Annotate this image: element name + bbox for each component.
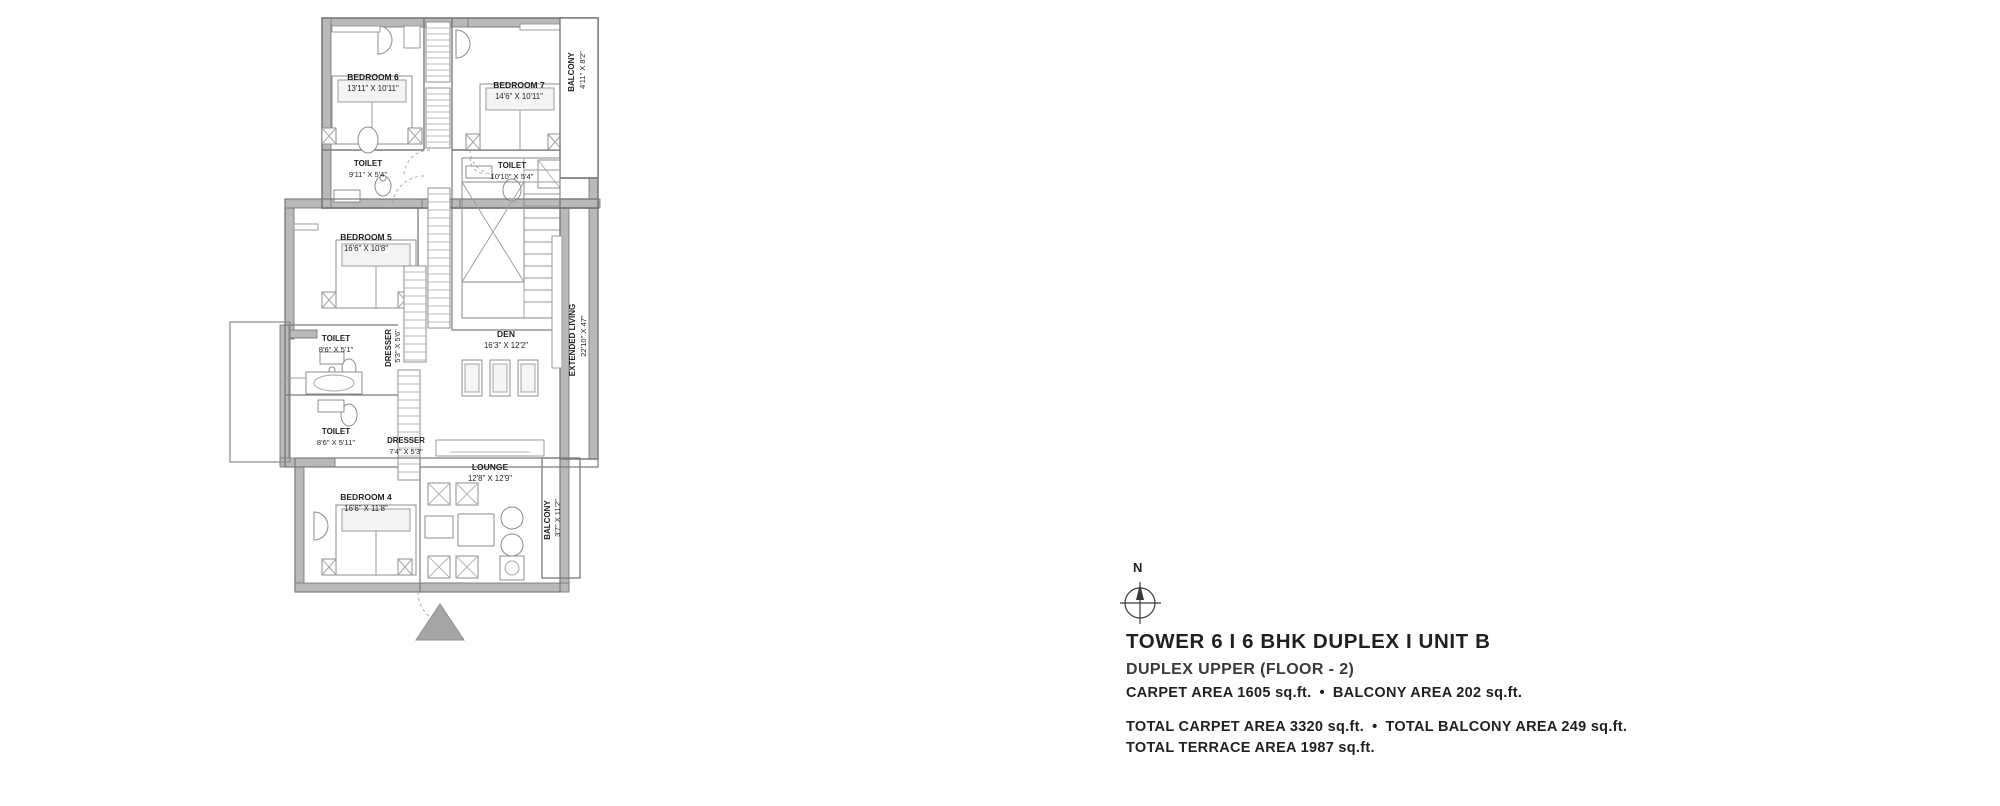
room-label-toilet-2: TOILET bbox=[497, 161, 527, 170]
room-label-bedroom7: BEDROOM 7 bbox=[493, 80, 545, 90]
room-label-toilet-4: TOILET bbox=[321, 427, 351, 436]
room-label-dresser-1: DRESSER bbox=[384, 329, 393, 367]
room-dims-lounge: 12'8" X 12'9" bbox=[467, 474, 513, 483]
room-dims-bedroom7: 14'6" X 10'11" bbox=[495, 92, 543, 101]
room-dims-dresser-1: 5'3" X 5'6" bbox=[393, 329, 402, 363]
room-label-den: DEN bbox=[497, 329, 515, 339]
unit-info-block bbox=[1126, 630, 1826, 761]
compass-icon bbox=[1120, 560, 1190, 640]
total-carpet-area-value: TOTAL CARPET AREA 3320 sq.ft. bbox=[1126, 719, 1365, 735]
balcony-area-value: BALCONY AREA 202 sq.ft. bbox=[1332, 685, 1523, 701]
room-dims-toilet-3: 8'6" X 5'1" bbox=[318, 345, 354, 354]
room-label-extended-living: EXTENDED LIVING bbox=[568, 303, 577, 377]
room-dims-bedroom4: 16'6" X 11'8" bbox=[344, 504, 388, 513]
room-dims-den: 16'3" X 12'2" bbox=[483, 341, 529, 350]
room-dims-balcony-top: 4'11" X 8'2" bbox=[578, 51, 587, 89]
room-label-balcony-top: BALCONY bbox=[567, 52, 576, 92]
area-separator-2: • bbox=[1372, 719, 1378, 735]
unit-areas-line bbox=[1126, 685, 1826, 701]
room-label-bedroom6: BEDROOM 6 bbox=[347, 72, 399, 82]
compass-rose bbox=[1120, 560, 1190, 640]
total-balcony-area-value: TOTAL BALCONY AREA 249 sq.ft. bbox=[1385, 719, 1628, 735]
compass-north-label: N bbox=[1133, 560, 1143, 575]
total-terrace-area-value: TOTAL TERRACE AREA 1987 sq.ft. bbox=[1126, 740, 1375, 756]
total-areas-group bbox=[1126, 719, 1826, 756]
room-dims-toilet-4: 8'6" X 5'11" bbox=[316, 438, 356, 447]
room-label-lounge: LOUNGE bbox=[471, 462, 509, 472]
unit-subtitle: DUPLEX UPPER (FLOOR - 2) bbox=[1126, 661, 1355, 678]
room-dims-balcony-bottom: 3'7" X 11'2" bbox=[553, 499, 562, 537]
unit-title: TOWER 6 I 6 BHK DUPLEX I UNIT B bbox=[1126, 630, 1491, 653]
area-separator-1: • bbox=[1319, 685, 1325, 701]
room-dims-toilet-1: 9'11" X 5'4" bbox=[348, 170, 388, 179]
room-dims-extended-living: 22'10" X 47" bbox=[579, 315, 588, 357]
room-dims-dresser-2: 7'4" X 5'3" bbox=[389, 447, 423, 456]
room-label-balcony-bottom: BALCONY bbox=[543, 500, 552, 540]
room-dims-bedroom5: 16'6" X 10'8" bbox=[343, 244, 389, 253]
total-areas-line-1 bbox=[1126, 719, 1826, 735]
room-label-bedroom4: BEDROOM 4 bbox=[340, 492, 392, 502]
room-dims-bedroom6: 13'11" X 10'11" bbox=[347, 84, 399, 93]
room-label-toilet-3: TOILET bbox=[321, 334, 351, 343]
room-dims-toilet-2: 10'10" X 5'4" bbox=[490, 172, 534, 181]
room-label-bedroom5: BEDROOM 5 bbox=[340, 232, 392, 242]
room-label-toilet-1: TOILET bbox=[353, 159, 383, 168]
room-label-dresser-2: DRESSER bbox=[387, 436, 425, 445]
carpet-area-value: CARPET AREA 1605 sq.ft. bbox=[1126, 685, 1312, 701]
